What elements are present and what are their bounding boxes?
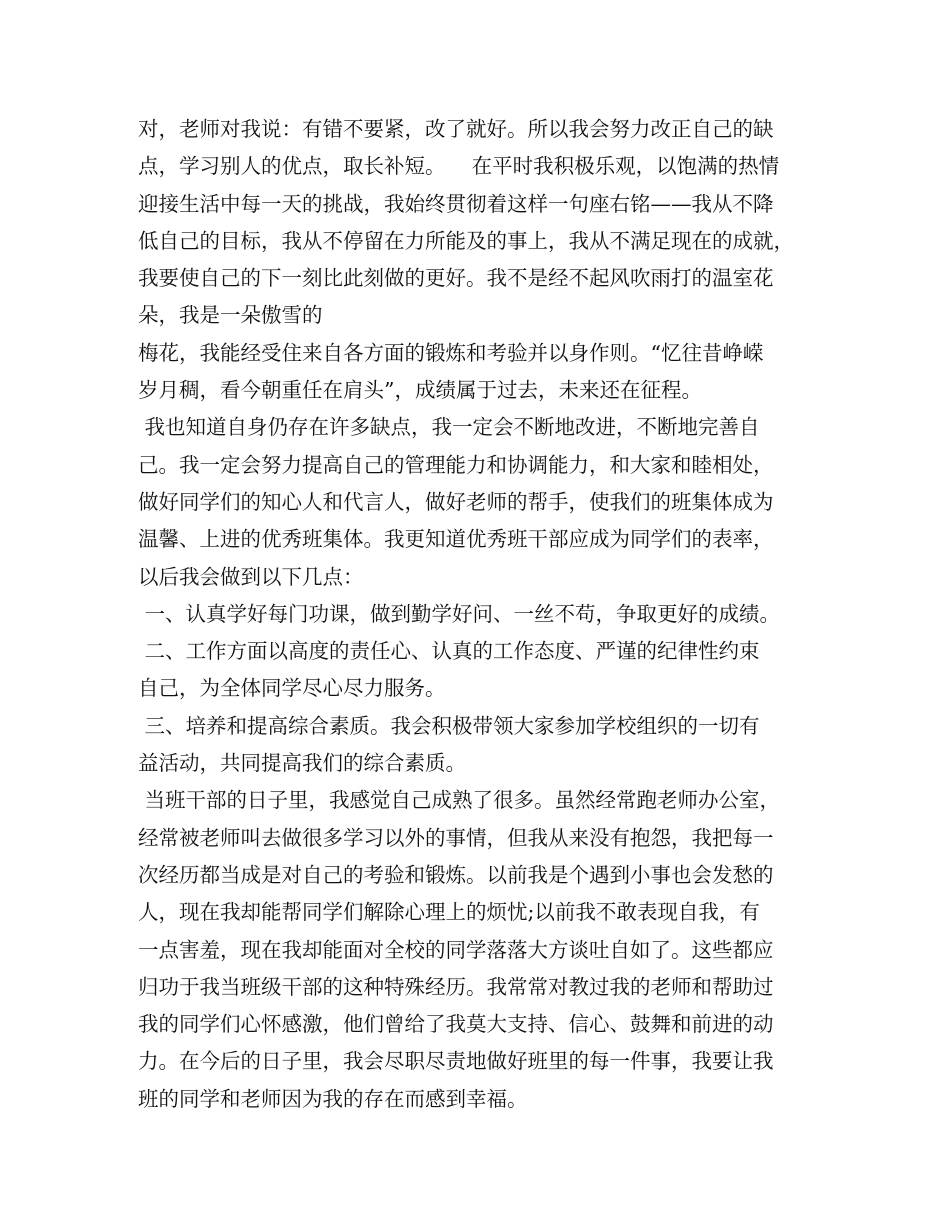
text-line: 己。我一定会努力提高自己的管理能力和协调能力，和大家和睦相处， [138,452,774,477]
text-line: 迎接生活中每一天的挑战，我始终贯彻着这样一句座右铭——我从不降 [138,191,774,216]
text-line: 做好同学们的知心人和代言人，做好老师的帮手，使我们的班集体成为 [138,489,774,514]
text-line: 人，现在我却能帮同学们解除心理上的烦忧;以前我不敢表现自我，有 [138,900,760,925]
text-line: 以后我会做到以下几点： [138,564,364,589]
text-line: 力。在今后的日子里，我会尽职尽责地做好班里的每一件事，我要让我 [138,1049,774,1074]
text-line: 二、工作方面以高度的责任心、认真的工作态度、严谨的纪律性约束 [138,639,760,664]
text-line: 三、培养和提高综合素质。我会积极带领大家参加学校组织的一切有 [138,713,760,738]
text-line: 一点害羞，现在我却能面对全校的同学落落大方谈吐自如了。这些都应 [138,937,774,962]
text-line: 我也知道自身仍存在许多缺点，我一定会不断地改进，不断地完善自 [138,415,760,440]
text-line: 岁月稠，看今朝重任在肩头”，成绩属于过去，未来还在征程。 [138,378,702,403]
body-text [138,111,838,1118]
text-line: 梅花，我能经受住来自各方面的锻炼和考验并以身作则。“忆往昔峥嵘 [138,340,764,365]
text-line: 自己，为全体同学尽心尽力服务。 [138,676,446,701]
text-line: 我要使自己的下一刻比此刻做的更好。我不是经不起风吹雨打的温室花 [138,266,774,291]
text-line: 当班干部的日子里，我感觉自己成熟了很多。虽然经常跑老师办公室， [138,788,781,813]
text-line: 朵，我是一朵傲雪的 [138,303,323,328]
text-line: 对，老师对我说：有错不要紧，改了就好。所以我会努力改正自己的缺 [138,117,774,141]
text-line: 点，学习别人的优点，取长补短。 在平时我积极乐观，以饱满的热情 [138,154,780,179]
text-line: 一、认真学好每门功课，做到勤学好问、一丝不苟，争取更好的成绩。 [138,601,781,626]
text-line: 班的同学和老师因为我的存在而感到幸福。 [138,1086,528,1111]
text-line: 次经历都当成是对自己的考验和锻炼。以前我是个遇到小事也会发愁的 [138,862,774,887]
text-line: 益活动，共同提高我们的综合素质。 [138,751,466,776]
text-line: 低自己的目标，我从不停留在力所能及的事上，我从不满足现在的成就， [138,228,794,253]
text-line: 经常被老师叫去做很多学习以外的事情，但我从来没有抱怨，我把每一 [138,825,774,850]
text-line: 我的同学们心怀感激，他们曾给了我莫大支持、信心、鼓舞和前进的动 [138,1012,774,1037]
text-line: 归功于我当班级干部的这种特殊经历。我常常对教过我的老师和帮助过 [138,974,774,999]
text-line: 温馨、上进的优秀班集体。我更知道优秀班干部应成为同学们的表率， [138,527,774,552]
